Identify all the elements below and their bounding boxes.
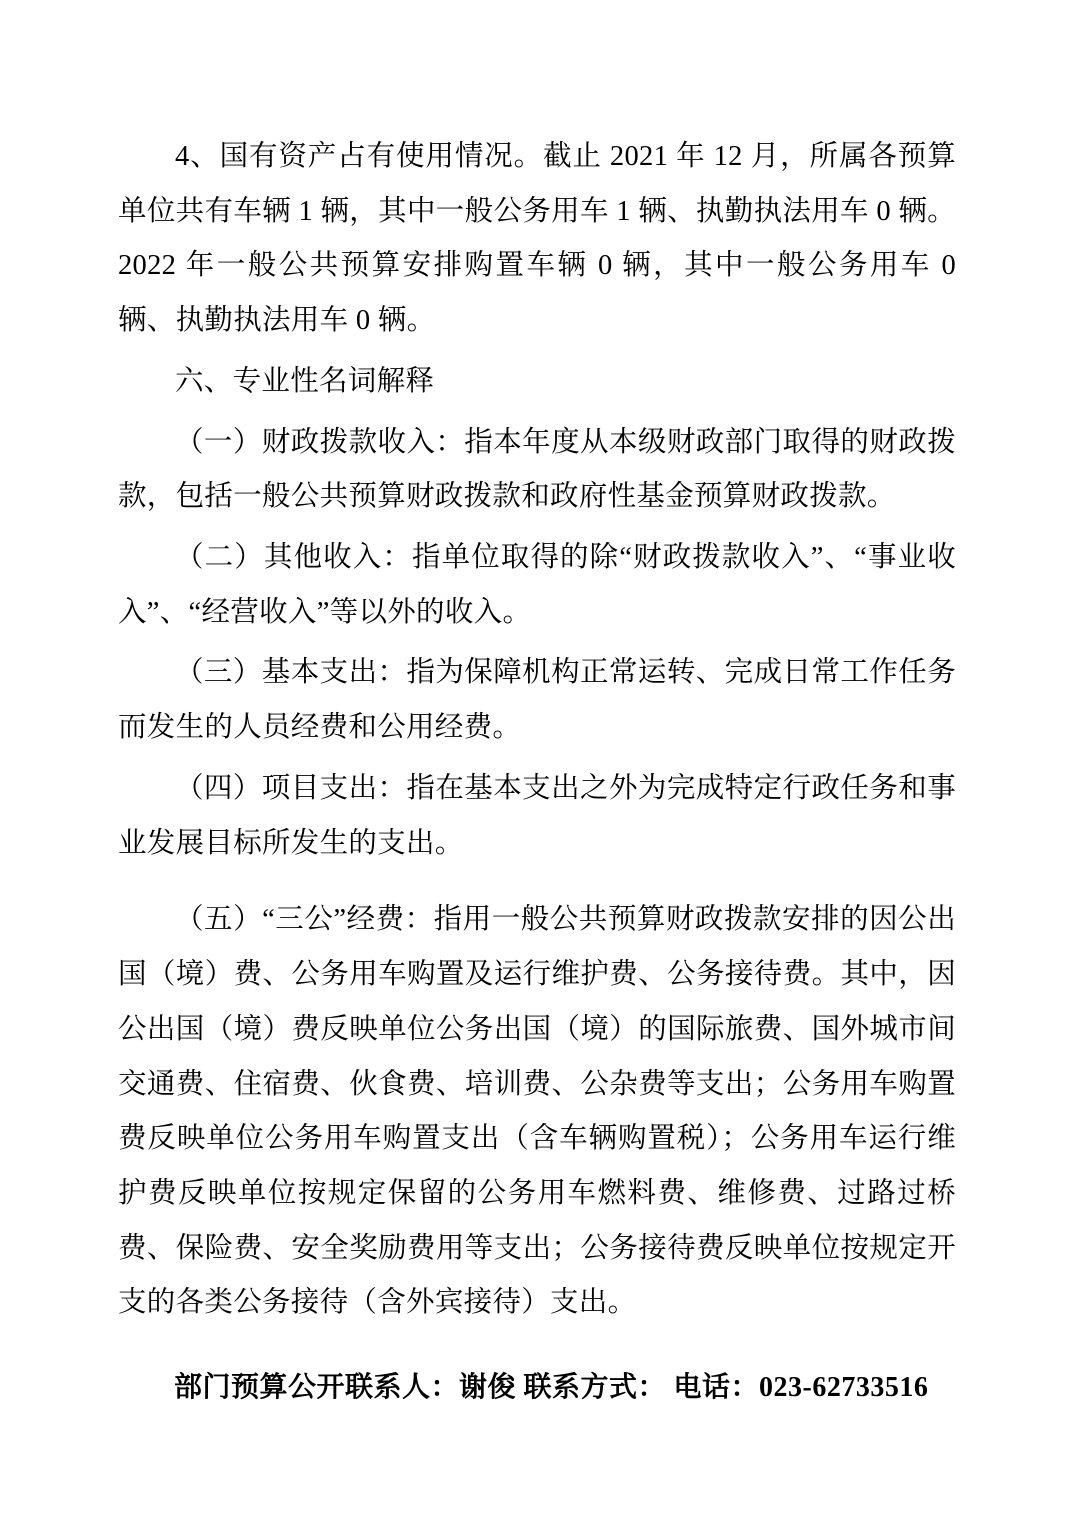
- paragraph-term-one: （一）财政拨款收入：指本年度从本级财政部门取得的财政拨款，包括一般公共预算财政拨款和政府性基金预算财政拨款。: [118, 426, 956, 513]
- paragraph-state-assets: 4、国有资产占有使用情况。截止 2021 年 12 月，所属各预算单位共有车辆 1 辆，其中一般公务用车 1 辆、执勤执法用车 0 辆。 2022 年一般公共预算安排购置车辆 0 辆，其中一般公务用车 0 辆、执勤执法用车 0 辆。: [118, 141, 956, 337]
- paragraph-term-three: （三）基本支出：指为保障机构正常运转、完成日常工作任务而发生的人员经费和公用经费。: [118, 657, 956, 744]
- document-body: [118, 130, 956, 1415]
- paragraph-term-two: （二）其他收入：指单位取得的除“财政拨款收入”、“事业收入”、“经营收入”等以外的收入。: [118, 542, 956, 628]
- paragraph-term-four: （四）项目支出：指在基本支出之外为完成特定行政任务和事业发展目标所发生的支出。: [118, 772, 956, 859]
- heading-section-six: 六、专业性名词解释: [175, 365, 435, 397]
- contact-line: 部门预算公开联系人：谢俊 联系方式： 电话：023-62733516: [174, 1372, 929, 1404]
- paragraph-term-five: （五）“三公”经费：指用一般公共预算财政拨款安排的因公出国（境）费、公务用车购置及运行维护费、公务接待费。其中，因公出国（境）费反映单位公务出国（境）的国际旅费、国外城市间交通费、住宿费、伙食费、培训费、公杂费等支出；公务用车购置费反映单位公务用车购置支出（含车辆购置税）；公务用车运行维护费反映单位按规定保留的公务用车燃料费、维修费、过路过桥费、保险费、安全奖励费用等支出；公务接待费反映单位按规定开支的各类公务接待（含外宾接待）支出。: [118, 904, 956, 1319]
